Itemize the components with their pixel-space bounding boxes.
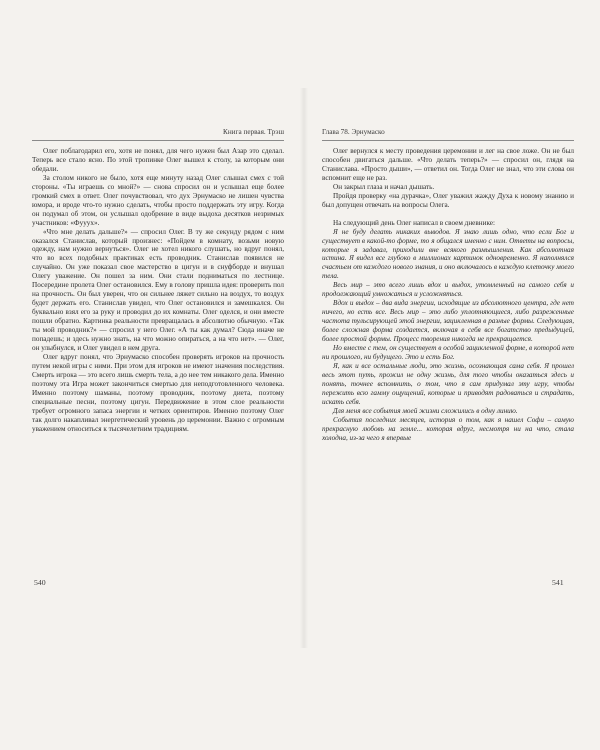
diary-paragraph: Но вместе с тем, он существует в особой зацикленной форме, в которой нет ни прошлого, ни будущего. Это и есть Бог. — [322, 344, 574, 361]
book-spread — [16, 128, 584, 598]
paragraph: «Что мне делать дальше?» — спросил Олег. В ту же секунду рядом с ним оказался Станислав, который произнес: «Пойдем в комнату, возьми новую одежду, нам нужно вернуться». Олег не хотел никого слушать, но вдруг понял, что во всех подобных практиках есть проводник. Станислав появился не случайно. Он уже показал свое мастерство в цигун и в снуфборде и внушал Олегу уважение. Он пошел за ним. Они стали подниматься по лестнице. Посередине пролета Олег остановился. Ему в голову пришла идея: проверить пол на прочность. Он был уверен, что он сильнее ляжет сильно на воздух, то воздух будет держать его. Станислав увидел, что Олег остановился и замешкался. Он буквально взял его за руку и проводил до их комнаты. Олег оделся, и они вместе пошли обратно. Картинка реальности превращалась в абсолютно обычную. «Так ты мой проводник?» — спросил у него Олег. «А ты как думал? Сюда иначе не попадешь; и здесь нужно знать, на что можно опираться, а на что нет». — Олег, он улыбнулся, и Олег увидел в нем друга. — [32, 227, 284, 352]
paragraph: Олег вдруг понял, что Эрнумаско способен проверять игроков на прочность путем некой игры с ними. При этом для игроков не имеют значения последствия. Смерть игрока — это всего лишь смерть тела, а до нее тем никакого дела. Именно поэтому эта Игра может закончиться смертью для неподготовленного человека. Именно поэтому шаманы, поэтому проводник, поэтому диета, поэтому специальные песни, поэтому цигун. Передвижение в этом слое реальности требует огромного запаса энергии и четких ориентиров. Именно поэтому Олег так долго накапливал энергетический уровень до церемонии. Важно с огромным уважением относиться к тысячелетним традициям. — [32, 352, 284, 433]
diary-paragraph: События последних месяцев, история о том, как я нашел Софи – самую прекрасную любовь на земле... которая вдруг, несмотря ни на что, стала холодна, из-за чего я впервые — [322, 415, 574, 442]
paragraph: На следующий день Олег написал в своем дневнике: — [333, 218, 495, 227]
running-header-left: Книга первая. Трэш — [32, 128, 284, 141]
paragraph-gap — [322, 210, 574, 219]
paragraph: Олег поблагодарил его, хотя не понял, для чего нужен был Азар это сделал. Теперь все стало ясно. По этой тропинке Олег вышел к столу, за которым они обедали. — [32, 147, 284, 173]
right-page-body — [322, 147, 574, 443]
page-number-left: 540 — [34, 578, 46, 587]
left-page — [32, 128, 284, 598]
diary-paragraph: Вдох и выдох – два вида энергии, исходящие из абсолютного центра, где нет ничего, но есть все. Весь мир – это либо уплотняющиеся, либо разреженные частота тульсирующей этой энергии, зацикленная в разные формы. Следующая, более сложная форма создается, включая в себя все богатство предыдущей, более простой формы. Процесс творения никогда не прекращается. — [322, 299, 574, 344]
left-page-body — [32, 147, 284, 434]
page-number-right: 541 — [552, 578, 564, 587]
running-header-right: Глава 78. Эрнумаско — [322, 128, 574, 141]
paragraph: Олег вернулся к месту проведения церемонии и лег на свое ложе. Он не был способен двигаться дальше. «Что делать теперь?» — спросил он, глядя на Станислава. «Просто дыши», — ответил он. Тогда Олег не знал, что эти слова он вспомнит еще не раз. — [322, 147, 574, 182]
diary-paragraph: Для меня все события моей жизни сложились в одну линию. — [333, 406, 518, 415]
paragraph: Он закрыл глаза и начал дышать. — [333, 182, 435, 191]
paragraph: За столом никого не было, хотя еще минуту назад Олег слышал смех с той стороны. «Ты играешь со мной?» — снова спросил он и услышал еще более громкий смех в ответ. Олег почувствовал, что дух Эрнумаско не лишен чувства юмора, и вроде что-то нужно сделать, чтобы просто поддержать эту игру. Когда он подумал об этом, он услышал одобрение в виде выдоха десятков незримых участников: «Фууух». — [32, 173, 284, 227]
paragraph: Пройдя проверку «на дурачка», Олег уважил жажду Духа к новому знанию и был допущен отвечать на вопросы Олега. — [322, 191, 574, 209]
diary-paragraph: Весь мир – это всего лишь вдох и выдох, утомленный на самого себя и продолжающий умножаться и усложняться. — [322, 281, 574, 299]
book-gutter — [300, 88, 308, 648]
diary-paragraph: Я, как и все остальные люди, это жизнь, осознающая сама себя. Я прошел весь этот путь, прожил не одну жизнь, для того чтобы оказаться здесь и понять, точнее вспомнить, о том, что я сам придумал эту игру, чтобы пережить всю гамму ощущений, которые и приводят радоваться и страдать, искать себя. — [322, 361, 574, 406]
right-page — [322, 128, 574, 598]
diary-paragraph: Я не буду делать никаких выводов. Я знаю лишь одно, что если Бог и существует в какой-то форме, то я общался именно с ним. Ответы на вопросы, которые я задавал, приходили вне всякого размышления. Как абсолютная истина. Я видел все глубоко в миллионах картинок одновременно. Я наполнялся счастьем от каждого нового знания, и оно включалось в каждую клеточку моего тела. — [322, 227, 574, 281]
